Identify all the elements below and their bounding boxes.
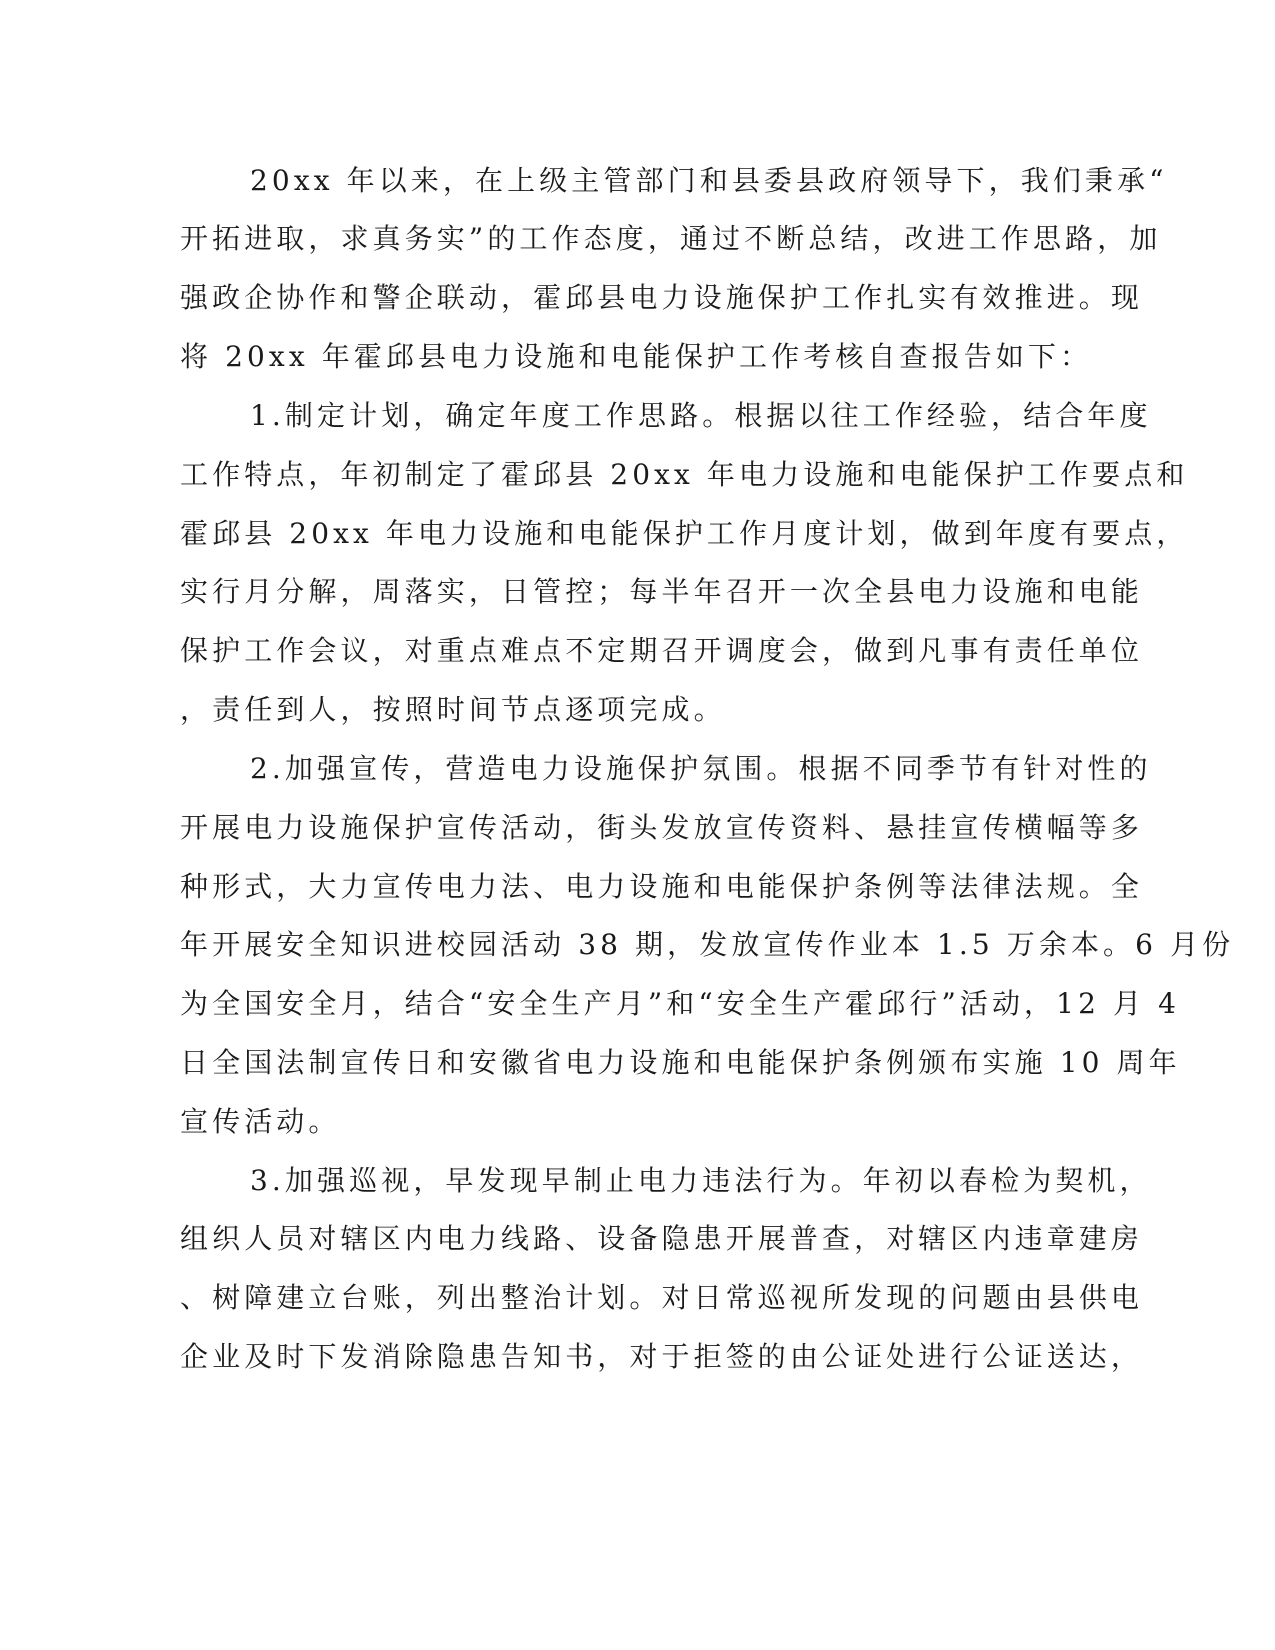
paragraph-3-line-1: 2.加强宣传，营造电力设施保护氛围。根据不同季节有针对性的 bbox=[250, 752, 1152, 785]
paragraph-1-line-1: 20xx 年以来，在上级主管部门和县委县政府领导下，我们秉承“ bbox=[250, 164, 1168, 197]
paragraph-2-line-4: 实行月分解，周落实，日管控；每半年召开一次全县电力设施和电能 bbox=[180, 575, 1144, 608]
paragraph-3-line-4: 年开展安全知识进校园活动 38 期，发放宣传作业本 1.5 万余本。6 月份 bbox=[180, 928, 1235, 961]
paragraph-3-line-6: 日全国法制宣传日和安徽省电力设施和电能保护条例颁布实施 10 周年 bbox=[180, 1046, 1181, 1079]
paragraph-2-line-5: 保护工作会议，对重点难点不定期召开调度会，做到凡事有责任单位 bbox=[180, 634, 1144, 667]
paragraph-2-line-6: ，责任到人，按照时间节点逐项完成。 bbox=[180, 693, 726, 726]
paragraph-3-line-2: 开展电力设施保护宣传活动，街头发放宣传资料、悬挂宣传横幅等多 bbox=[180, 811, 1144, 844]
paragraph-2-line-1: 1.制定计划，确定年度工作思路。根据以往工作经验，结合年度 bbox=[250, 399, 1152, 432]
paragraph-2-line-2: 工作特点，年初制定了霍邱县 20xx 年电力设施和电能保护工作要点和 bbox=[180, 458, 1189, 491]
paragraph-4-line-1: 3.加强巡视，早发现早制止电力违法行为。年初以春检为契机， bbox=[250, 1164, 1152, 1197]
paragraph-2-line-3: 霍邱县 20xx 年电力设施和电能保护工作月度计划，做到年度有要点， bbox=[180, 517, 1189, 550]
paragraph-1-line-3: 强政企协作和警企联动，霍邱县电力设施保护工作扎实有效推进。现 bbox=[180, 281, 1144, 314]
paragraph-1-line-2: 开拓进取，求真务实”的工作态度，通过不断总结，改进工作思路，加 bbox=[180, 222, 1162, 255]
paragraph-3-line-5: 为全国安全月，结合“安全生产月”和“安全生产霍邱行”活动，12 月 4 bbox=[180, 987, 1181, 1020]
paragraph-1-line-4: 将 20xx 年霍邱县电力设施和电能保护工作考核自查报告如下： bbox=[180, 340, 1093, 373]
paragraph-4-line-3: 、树障建立台账，列出整治计划。对日常巡视所发现的问题由县供电 bbox=[180, 1281, 1144, 1314]
paragraph-4-line-4: 企业及时下发消除隐患告知书，对于拒签的由公证处进行公证送达， bbox=[180, 1340, 1144, 1373]
paragraph-3-line-3: 种形式，大力宣传电力法、电力设施和电能保护条例等法律法规。全 bbox=[180, 870, 1144, 903]
paragraph-4-line-2: 组织人员对辖区内电力线路、设备隐患开展普查，对辖区内违章建房 bbox=[180, 1222, 1144, 1255]
paragraph-3-line-7: 宣传活动。 bbox=[180, 1105, 341, 1138]
